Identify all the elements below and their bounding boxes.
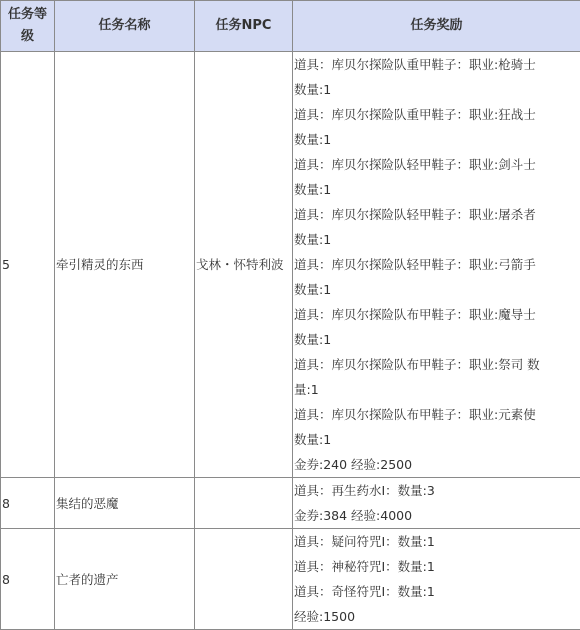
reward-line: 数量:1 [294, 182, 332, 197]
table-row [1, 478, 580, 529]
reward-line: 数量:1 [294, 332, 332, 347]
reward-line: 道具：再生药水I：数量:3 [294, 483, 435, 498]
reward-line: 金券:240 经验:2500 [294, 457, 413, 472]
quest-name-cell: 牵引精灵的东西 [55, 52, 195, 478]
quest-reward-cell [293, 52, 580, 478]
header-reward: 任务奖励 [293, 1, 580, 52]
header-level: 任务等级 [1, 1, 55, 52]
reward-line: 道具：库贝尔探险队布甲鞋子：职业:元素使 [294, 407, 536, 422]
quest-npc-cell: 戈林・怀特利波 [195, 52, 293, 478]
quest-name-cell: 集结的恶魔 [55, 478, 195, 529]
quest-npc-cell [195, 478, 293, 529]
reward-line: 道具：库贝尔探险队轻甲鞋子：职业:弓箭手 [294, 257, 536, 272]
quest-reward-cell [293, 478, 580, 529]
reward-line: 道具：库贝尔探险队布甲鞋子：职业:祭司 数 [294, 357, 540, 372]
header-row [1, 1, 580, 52]
reward-line: 数量:1 [294, 232, 332, 247]
reward-line: 数量:1 [294, 282, 332, 297]
quest-level-cell: 5 [1, 52, 55, 478]
table-row [1, 52, 580, 478]
reward-line: 道具：库贝尔探险队轻甲鞋子：职业:屠杀者 [294, 207, 536, 222]
reward-line: 道具：库贝尔探险队重甲鞋子：职业:枪骑士 [294, 57, 536, 72]
reward-line: 道具：库贝尔探险队布甲鞋子：职业:魔导士 [294, 307, 536, 322]
quest-reward-cell [293, 529, 580, 630]
header-name: 任务名称 [55, 1, 195, 52]
quest-name-cell: 亡者的遗产 [55, 529, 195, 630]
table-row [1, 529, 580, 630]
quest-level-cell: 8 [1, 529, 55, 630]
reward-line: 数量:1 [294, 82, 332, 97]
reward-line: 量:1 [294, 382, 319, 397]
reward-line: 道具：库贝尔探险队轻甲鞋子：职业:剑斗士 [294, 157, 536, 172]
reward-line: 数量:1 [294, 132, 332, 147]
quest-level-cell: 8 [1, 478, 55, 529]
header-npc: 任务NPC [195, 1, 293, 52]
reward-line: 道具：疑问符咒I：数量:1 [294, 534, 435, 549]
quest-table-body [1, 52, 580, 630]
reward-line: 道具：库贝尔探险队重甲鞋子：职业:狂战士 [294, 107, 536, 122]
quest-npc-cell [195, 529, 293, 630]
reward-line: 道具：神秘符咒I：数量:1 [294, 559, 435, 574]
reward-line: 经验:1500 [294, 609, 356, 624]
reward-line: 金券:384 经验:4000 [294, 508, 413, 523]
reward-line: 数量:1 [294, 432, 332, 447]
reward-line: 道具：奇怪符咒I：数量:1 [294, 584, 435, 599]
